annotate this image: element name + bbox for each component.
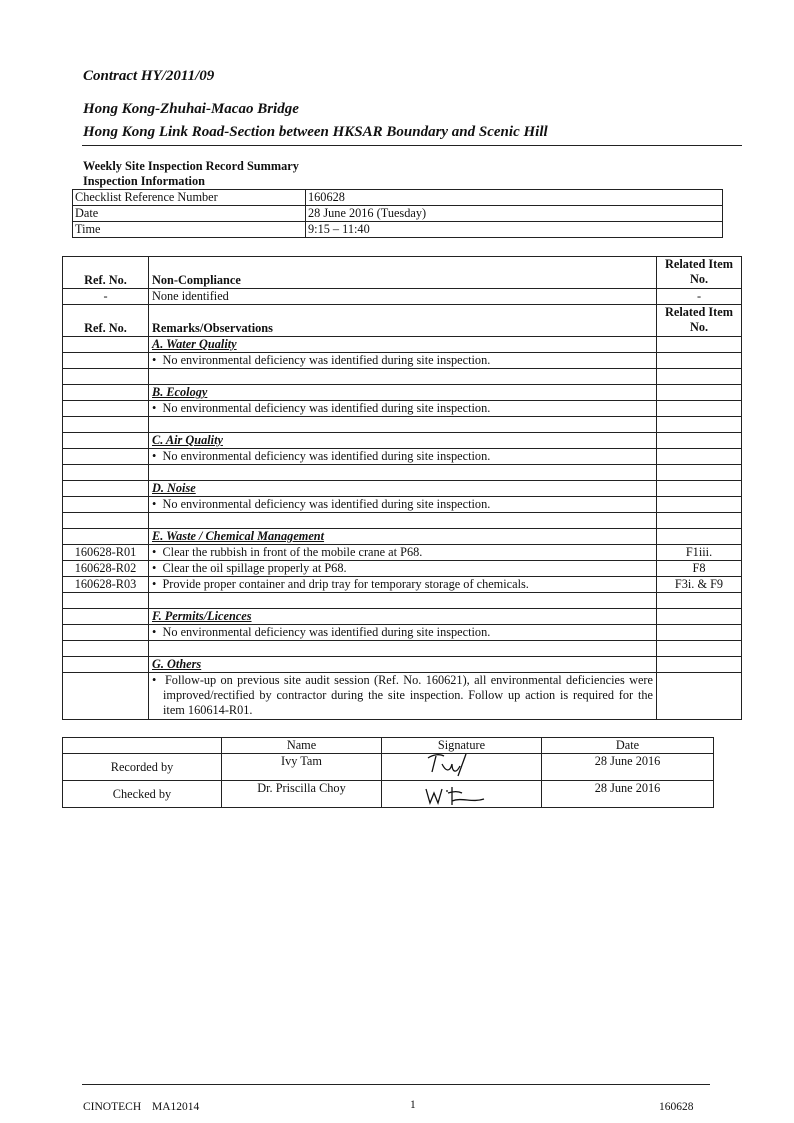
col-noncompliance-header: Non-Compliance xyxy=(149,257,657,289)
remark-related: F1iii. xyxy=(657,545,742,561)
info-label: Date xyxy=(73,206,306,222)
project-title-line2: Hong Kong Link Road-Section between HKSAR Boundary and Scenic Hill xyxy=(83,124,548,140)
remark-related: F8 xyxy=(657,561,742,577)
col-related-header: Related Item No. xyxy=(657,257,742,289)
footer-ref: 160628 xyxy=(659,1101,694,1113)
remark-row xyxy=(63,561,742,577)
noncompliance-header-row xyxy=(63,257,742,289)
col-remarks-header: Remarks/Observations xyxy=(149,305,657,337)
col-signature-header: Signature xyxy=(382,738,542,754)
section-row-permits xyxy=(63,609,742,625)
signature-date: 28 June 2016 xyxy=(542,781,714,808)
remark-text: • No environmental deficiency was identified during site inspection. xyxy=(152,497,653,512)
blank-row xyxy=(63,641,742,657)
info-row-date xyxy=(73,206,723,222)
col-ref-header: Ref. No. xyxy=(63,257,149,289)
info-label: Time xyxy=(73,222,306,238)
footer-rule xyxy=(82,1084,710,1085)
remark-text: • Follow-up on previous site audit session (Ref. No. 160621), all environmental deficiencies were improved/rectified by contractor during the site inspection. Follow up action is required for the item 160614-R01. xyxy=(152,673,653,717)
remark-row xyxy=(63,673,742,720)
col-name-header: Name xyxy=(222,738,382,754)
remark-row xyxy=(63,353,742,369)
blank-row xyxy=(63,369,742,385)
signature-cell xyxy=(382,781,542,808)
info-row-time xyxy=(73,222,723,238)
noncompliance-row xyxy=(63,289,742,305)
section-title: C. Air Quality xyxy=(149,433,657,449)
project-title-line1: Hong Kong-Zhuhai-Macao Bridge xyxy=(83,101,299,117)
remark-row xyxy=(63,401,742,417)
inspection-info-table xyxy=(72,189,723,238)
remark-related: F3i. & F9 xyxy=(657,577,742,593)
signature-table xyxy=(62,737,714,808)
section-title: E. Waste / Chemical Management xyxy=(149,529,657,545)
blank-row xyxy=(63,465,742,481)
section-row-ecology xyxy=(63,385,742,401)
col-ref-header: Ref. No. xyxy=(63,305,149,337)
blank-row xyxy=(63,593,742,609)
section-title: A. Water Quality xyxy=(149,337,657,353)
signature-role: Recorded by xyxy=(63,754,222,781)
noncompliance-related: - xyxy=(657,289,742,305)
footer-company: CINOTECH xyxy=(83,1101,142,1113)
section-row-noise xyxy=(63,481,742,497)
remark-ref: 160628-R01 xyxy=(63,545,149,561)
col-date-header: Date xyxy=(542,738,714,754)
blank-row xyxy=(63,513,742,529)
info-value: 9:15 – 11:40 xyxy=(306,222,723,238)
footer-page-number: 1 xyxy=(410,1099,416,1111)
remark-row xyxy=(63,577,742,593)
remark-text: • No environmental deficiency was identified during site inspection. xyxy=(152,401,653,416)
remark-row xyxy=(63,497,742,513)
inspection-remarks-table xyxy=(62,256,742,720)
remark-ref: 160628-R02 xyxy=(63,561,149,577)
handwritten-signature-icon xyxy=(422,754,502,779)
remark-text: • Clear the oil spillage properly at P68. xyxy=(152,561,653,576)
signature-role: Checked by xyxy=(63,781,222,808)
section-title: D. Noise xyxy=(149,481,657,497)
signature-cell xyxy=(382,754,542,781)
header-rule xyxy=(82,145,742,146)
summary-title: Weekly Site Inspection Record Summary xyxy=(83,159,299,173)
remark-row xyxy=(63,449,742,465)
signature-name: Ivy Tam xyxy=(222,754,382,781)
remark-text: • No environmental deficiency was identified during site inspection. xyxy=(152,353,653,368)
remark-ref: 160628-R03 xyxy=(63,577,149,593)
noncompliance-ref: - xyxy=(63,289,149,305)
remark-text: • Clear the rubbish in front of the mobile crane at P68. xyxy=(152,545,653,560)
signature-name: Dr. Priscilla Choy xyxy=(222,781,382,808)
remark-row xyxy=(63,625,742,641)
info-label: Checklist Reference Number xyxy=(73,190,306,206)
info-value: 28 June 2016 (Tuesday) xyxy=(306,206,723,222)
section-row-others xyxy=(63,657,742,673)
remarks-header-row xyxy=(63,305,742,337)
signature-row-recorded xyxy=(63,754,714,781)
remark-text: • No environmental deficiency was identified during site inspection. xyxy=(152,449,653,464)
signature-row-checked xyxy=(63,781,714,808)
section-title: B. Ecology xyxy=(149,385,657,401)
section-row-air-quality xyxy=(63,433,742,449)
remark-text: • Provide proper container and drip tray for temporary storage of chemicals. xyxy=(152,577,653,592)
footer-doc-code: MA12014 xyxy=(152,1101,200,1113)
remark-text: • No environmental deficiency was identified during site inspection. xyxy=(152,625,653,640)
info-row-checklist xyxy=(73,190,723,206)
blank-row xyxy=(63,417,742,433)
noncompliance-desc: None identified xyxy=(149,289,657,305)
inspection-info-heading: Inspection Information xyxy=(83,174,205,188)
section-row-waste-chemical xyxy=(63,529,742,545)
contract-title: Contract HY/2011/09 xyxy=(83,68,215,84)
signature-date: 28 June 2016 xyxy=(542,754,714,781)
signature-header-row xyxy=(63,738,714,754)
section-title: F. Permits/Licences xyxy=(149,609,657,625)
col-related-header: Related Item No. xyxy=(657,305,742,337)
section-title: G. Others xyxy=(149,657,657,673)
remark-row xyxy=(63,545,742,561)
handwritten-signature-icon xyxy=(422,781,502,808)
section-row-water-quality xyxy=(63,337,742,353)
info-value: 160628 xyxy=(306,190,723,206)
